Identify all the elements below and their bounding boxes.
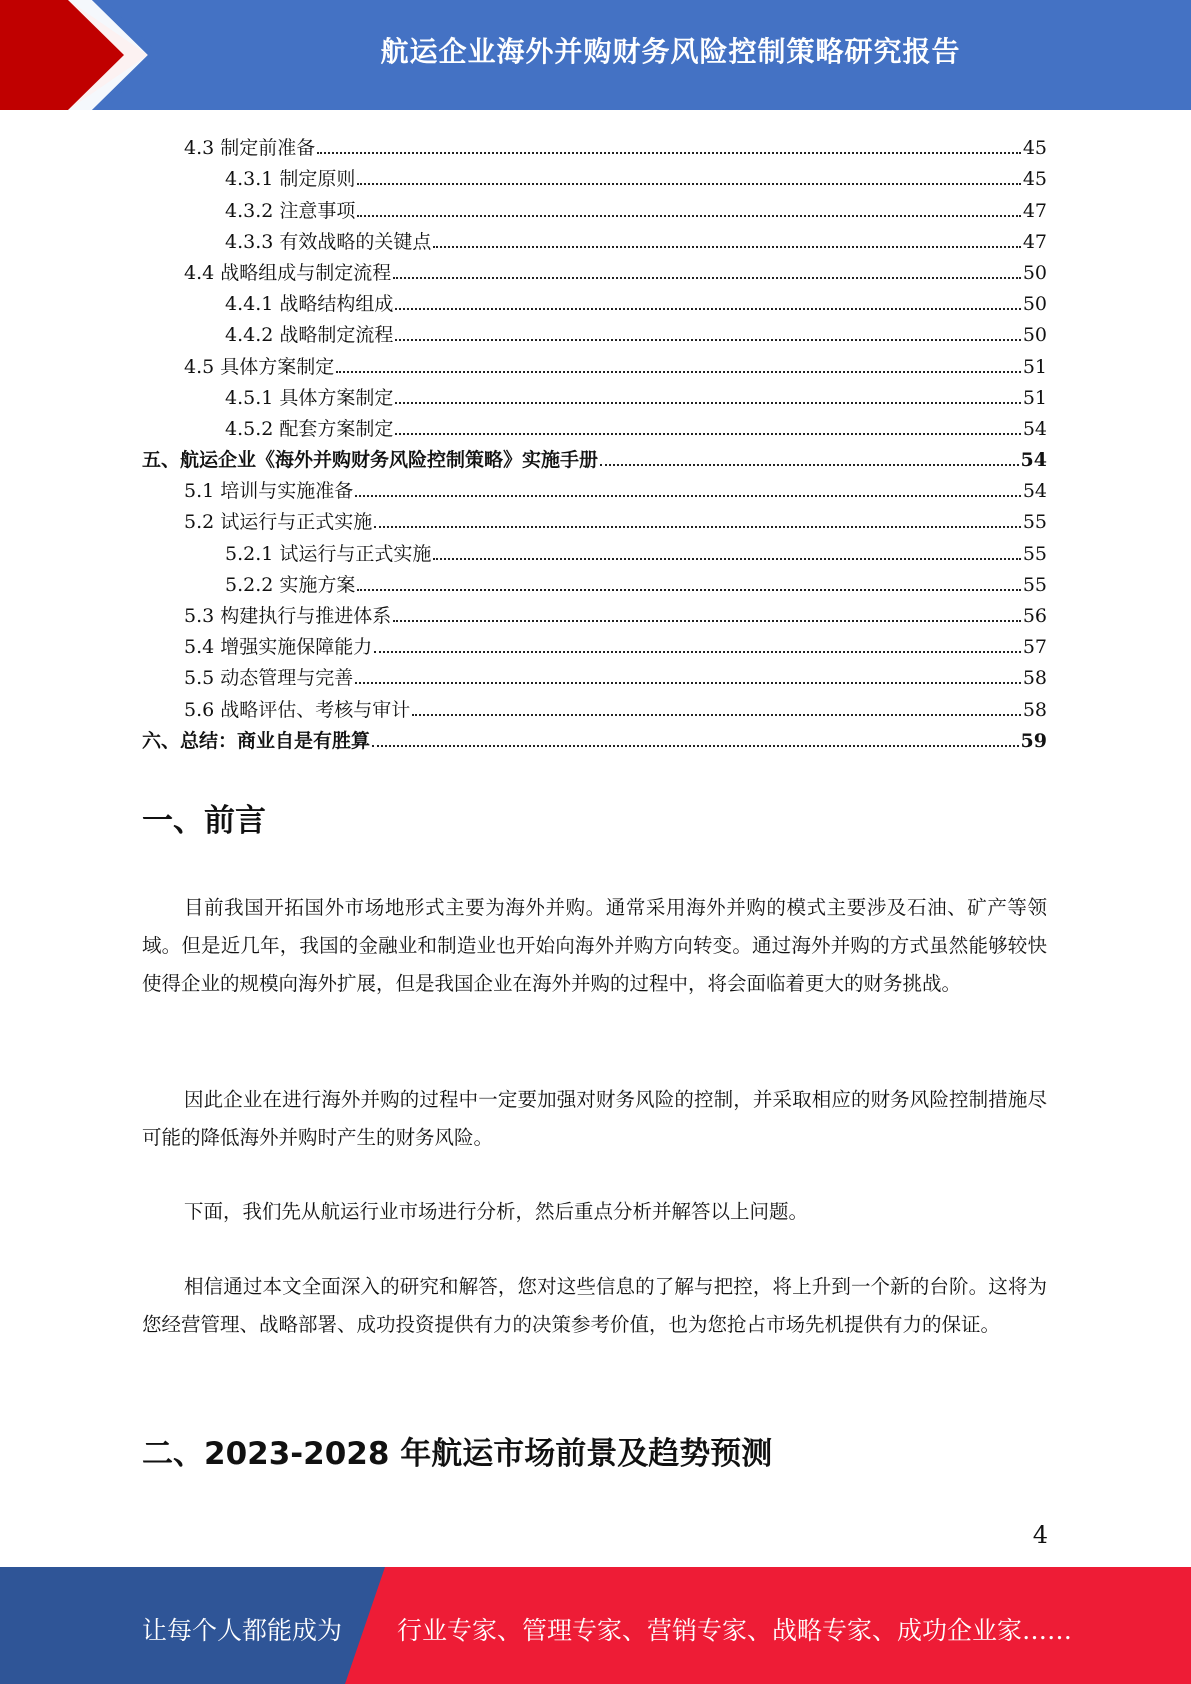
toc-entry-label: 4.4.2 战略制定流程 [225, 324, 394, 347]
toc-dot-leader [357, 183, 1020, 185]
toc-entry-page: 54 [1022, 417, 1047, 440]
toc-dot-leader [372, 745, 1019, 747]
toc-dot-leader [357, 589, 1020, 591]
toc-dot-leader [395, 402, 1020, 404]
toc-entry-label: 4.3 制定前准备 [184, 137, 316, 160]
toc-entry-page: 56 [1022, 605, 1047, 627]
toc-entry-page: 50 [1022, 293, 1047, 316]
toc-entry-label: 5.1 培训与实施准备 [184, 480, 354, 503]
toc-dot-leader [317, 152, 1021, 154]
body-paragraph: 下面，我们先从航运行业市场进行分析，然后重点分析并解答以上问题。 [184, 1200, 809, 1223]
toc-entry[interactable] [142, 409, 1047, 440]
toc-entry[interactable] [142, 128, 1047, 159]
toc-dot-leader [393, 277, 1021, 279]
toc-entry[interactable] [142, 471, 1047, 502]
toc-entry-label: 六、总结：商业自是有胜算 [142, 729, 371, 752]
toc-entry-page: 45 [1022, 137, 1047, 160]
toc-entry-label: 5.6 战略评估、考核与审计 [184, 698, 411, 721]
toc-entry[interactable] [142, 284, 1047, 315]
toc-entry-page: 45 [1022, 168, 1047, 191]
toc-entry-label: 5.2 试运行与正式实施 [184, 511, 373, 534]
footer-slogan-left: 让每个人都能成为 [142, 1616, 343, 1645]
page-footer [0, 1567, 1191, 1684]
table-of-contents [142, 128, 1047, 752]
toc-entry[interactable] [142, 222, 1047, 253]
toc-dot-leader [600, 464, 1019, 466]
toc-entry-label: 5.5 动态管理与完善 [184, 667, 354, 690]
toc-entry[interactable] [142, 596, 1047, 627]
toc-dot-leader [433, 558, 1020, 560]
toc-dot-leader [395, 308, 1020, 310]
toc-entry-page: 50 [1022, 261, 1047, 284]
toc-entry-label: 4.3.3 有效战略的关键点 [225, 230, 432, 253]
toc-entry[interactable] [142, 502, 1047, 533]
toc-dot-leader [393, 620, 1021, 622]
toc-entry-page: 55 [1022, 542, 1047, 565]
toc-dot-leader [433, 246, 1020, 248]
toc-entry[interactable] [142, 689, 1047, 720]
toc-entry[interactable] [142, 627, 1047, 658]
toc-dot-leader [336, 371, 1021, 373]
toc-entry-label: 4.5.2 配套方案制定 [225, 417, 394, 440]
toc-entry[interactable] [142, 658, 1047, 689]
toc-dot-leader [374, 526, 1021, 528]
toc-entry[interactable] [142, 346, 1047, 377]
toc-entry-label: 4.4 战略组成与制定流程 [184, 261, 392, 284]
toc-entry-label: 4.4.1 战略结构组成 [225, 293, 394, 316]
toc-entry[interactable] [142, 253, 1047, 284]
toc-entry-page: 57 [1022, 636, 1047, 659]
toc-dot-leader [357, 215, 1020, 217]
body-paragraph: 目前我国开拓国外市场地形式主要为海外并购。通常采用海外并购的模式主要涉及石油、矿产等领域。但是近几年，我国的金融业和制造业也开始向海外并购方向转变。通过海外并购的方式虽然能够较快使得企业的规模向海外扩展，但是我国企业在海外并购的过程中，将会面临着更大的财务挑战。 [142, 896, 1047, 995]
toc-entry-page: 47 [1022, 230, 1047, 253]
toc-entry-page: 51 [1022, 386, 1047, 409]
toc-entry-label: 4.3.1 制定原则 [225, 168, 356, 191]
toc-entry-label: 4.3.2 注意事项 [225, 199, 356, 222]
toc-entry-page: 54 [1020, 449, 1047, 472]
toc-entry-page: 55 [1022, 573, 1047, 596]
toc-entry[interactable] [142, 378, 1047, 409]
toc-entry-page: 47 [1022, 199, 1047, 222]
toc-entry[interactable] [142, 565, 1047, 596]
toc-entry-page: 58 [1022, 667, 1047, 690]
report-title: 航运企业海外并购财务风险控制策略研究报告 [380, 35, 961, 68]
toc-entry-label: 5.4 增强实施保障能力 [184, 636, 373, 659]
toc-dot-leader [412, 714, 1021, 716]
toc-entry-page: 51 [1022, 355, 1047, 378]
toc-entry-page: 50 [1022, 324, 1047, 347]
toc-entry-page: 58 [1022, 698, 1047, 721]
toc-entry[interactable] [142, 190, 1047, 221]
toc-entry-label: 4.5.1 具体方案制定 [225, 386, 394, 409]
toc-dot-leader [395, 433, 1020, 435]
toc-dot-leader [395, 339, 1020, 341]
toc-entry-label: 五、航运企业《海外并购财务风险控制策略》实施手册 [142, 449, 599, 472]
toc-entry-label: 5.2.2 实施方案 [225, 573, 356, 596]
toc-dot-leader [355, 682, 1021, 684]
toc-entry-label: 5.2.1 试运行与正式实施 [225, 542, 432, 565]
toc-entry[interactable] [142, 440, 1047, 471]
toc-entry[interactable] [142, 533, 1047, 564]
toc-dot-leader [374, 651, 1021, 653]
toc-entry-label: 5.3 构建执行与推进体系 [184, 605, 392, 627]
body-paragraph: 相信通过本文全面深入的研究和解答，您对这些信息的了解与把控，将上升到一个新的台阶。这将为您经营管理、战略部署、成功投资提供有力的决策参考价值，也为您抢占市场先机提供有力的保证。 [142, 1275, 1047, 1336]
toc-entry-page: 55 [1022, 511, 1047, 534]
footer-slogan-right: 行业专家、管理专家、营销专家、战略专家、成功企业家…… [397, 1616, 1073, 1645]
body-paragraph: 因此企业在进行海外并购的过程中一定要加强对财务风险的控制，并采取相应的财务风险控制措施尽可能的降低海外并购时产生的财务风险。 [142, 1088, 1047, 1149]
toc-entry-page: 59 [1020, 729, 1047, 752]
toc-entry[interactable] [142, 159, 1047, 190]
section-heading-preface: 一、前言 [142, 803, 266, 839]
toc-entry[interactable] [142, 315, 1047, 346]
toc-entry-page: 54 [1022, 480, 1047, 503]
toc-entry-label: 4.5 具体方案制定 [184, 355, 335, 378]
page-header [0, 0, 1191, 110]
section-heading-forecast: 二、2023-2028 年航运市场前景及趋势预测 [142, 1436, 773, 1472]
page-number: 4 [1032, 1521, 1048, 1549]
toc-entry[interactable] [142, 721, 1047, 752]
toc-dot-leader [355, 495, 1021, 497]
